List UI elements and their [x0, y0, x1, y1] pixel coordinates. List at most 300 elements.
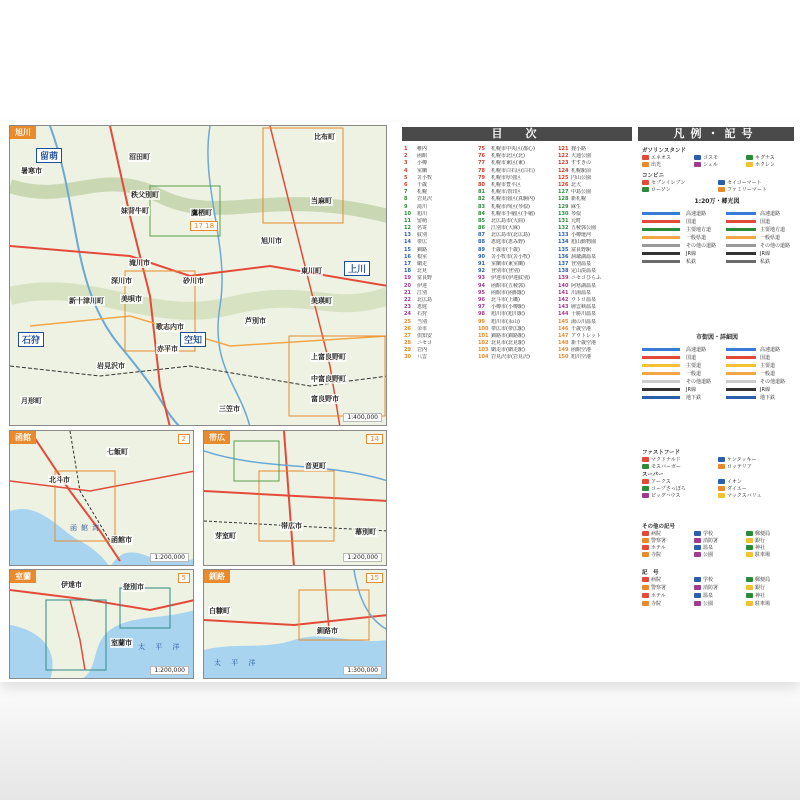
- legend-ff-item: [642, 456, 681, 463]
- page-ref[interactable]: 14: [366, 434, 383, 444]
- toc-page-number: 138: [558, 268, 569, 275]
- city-label: 東川町: [301, 267, 322, 275]
- toc-entry[interactable]: [558, 225, 632, 232]
- toc-page-number: 86: [478, 225, 485, 232]
- toc-entry-label: 旭山動物園: [571, 239, 597, 246]
- toc-entry[interactable]: [404, 311, 476, 318]
- legend-line-sample: [726, 260, 756, 263]
- toc-entry[interactable]: [404, 261, 476, 268]
- toc-entry[interactable]: [478, 153, 556, 160]
- legend-other-item: [642, 551, 661, 558]
- toc-entry-label: 札幌市西区(琴似): [491, 203, 530, 210]
- toc-entry[interactable]: [558, 254, 632, 261]
- legend-swatch-icon: [746, 601, 753, 606]
- legend-symbol-item: [642, 576, 661, 583]
- toc-entry[interactable]: [478, 247, 556, 254]
- legend-line-sample: [726, 372, 756, 375]
- toc-entry[interactable]: [558, 347, 632, 354]
- toc-page-number: 123: [558, 160, 569, 167]
- legend-swatch-icon: [694, 601, 701, 606]
- toc-entry-label: 江別: [417, 289, 428, 296]
- toc-entry[interactable]: [478, 160, 556, 167]
- toc-entry-label: 小樽運河: [571, 232, 592, 239]
- toc-entry-label: 北斗市(上磯): [491, 296, 520, 303]
- toc-entry[interactable]: [404, 189, 476, 196]
- page-ref[interactable]: 5: [178, 573, 190, 583]
- toc-entry[interactable]: [558, 204, 632, 211]
- sea-label: 太 平 洋: [138, 643, 184, 651]
- toc-entry-label: 釧路市(釧路駅): [491, 332, 525, 339]
- toc-entry[interactable]: [404, 340, 476, 347]
- city-label: 三笠市: [219, 405, 240, 413]
- legend-swatch-icon: [718, 479, 725, 484]
- toc-entry[interactable]: [404, 225, 476, 232]
- legend-city-item: 主要道: [686, 363, 702, 369]
- toc-entry[interactable]: [404, 239, 476, 246]
- page-ref[interactable]: 17 18: [190, 221, 218, 231]
- toc-entry[interactable]: [558, 326, 632, 333]
- legend-city-title: 市街図・詳細図: [640, 334, 794, 342]
- toc-entry-label: 恵庭市(恵み野): [491, 239, 525, 246]
- legend-swatch-icon: [694, 162, 701, 167]
- toc-page-number: 149: [558, 347, 569, 354]
- legend-item-label: 郵便局: [755, 531, 771, 537]
- toc-entry[interactable]: [478, 182, 556, 189]
- legend-item-label: ダイエー: [727, 486, 747, 492]
- map-scale: 1:400,000: [343, 413, 382, 422]
- toc-entry[interactable]: [558, 290, 632, 297]
- legend-swatch-icon: [746, 545, 753, 550]
- toc-entry-label: 函館市(五稜郭): [491, 282, 525, 289]
- toc-entry-label: 十勝川温泉: [571, 311, 597, 318]
- toc-entry[interactable]: [404, 175, 476, 182]
- toc-page-number: 126: [558, 181, 569, 188]
- legend-swatch-icon: [746, 531, 753, 536]
- toc-entry-label: 札幌市豊平区: [491, 181, 522, 188]
- toc-entry-label: 函館空港: [571, 347, 592, 354]
- toc-entry[interactable]: [478, 326, 556, 333]
- legend-item-label: キグナス: [755, 155, 775, 161]
- toc-entry-label: 中島公園: [571, 189, 592, 196]
- toc-column-2: [478, 146, 556, 362]
- legend-gas-item: [694, 154, 718, 161]
- toc-entry[interactable]: [558, 160, 632, 167]
- toc-page-number: 25: [404, 318, 411, 325]
- toc-page-number: 121: [558, 146, 569, 152]
- region-label: 空知: [180, 332, 206, 347]
- toc-entry[interactable]: [478, 283, 556, 290]
- legend-conv-item: [718, 179, 762, 186]
- toc-entry[interactable]: [558, 189, 632, 196]
- legend-city-item: JR線: [760, 387, 770, 393]
- toc-entry[interactable]: [558, 196, 632, 203]
- toc-entry[interactable]: [404, 182, 476, 189]
- toc-entry[interactable]: [558, 283, 632, 290]
- toc-page-number: 122: [558, 153, 569, 160]
- legend-item-label: ビッグハウス: [651, 493, 681, 499]
- legend-line-sample: [642, 228, 680, 231]
- legend-swatch-icon: [694, 585, 701, 590]
- toc-entry-label: 稚内: [417, 146, 428, 152]
- toc-entry[interactable]: [478, 211, 556, 218]
- toc-entry[interactable]: [404, 290, 476, 297]
- toc-entry[interactable]: [404, 168, 476, 175]
- legend-item-label: エネオス: [651, 155, 671, 161]
- toc-entry[interactable]: [404, 354, 476, 361]
- legend-other-item: [694, 537, 718, 544]
- legend-swatch-icon: [642, 162, 649, 167]
- legend-item-label: 学校: [703, 577, 714, 583]
- legend-item-label: ロッテリア: [727, 464, 752, 470]
- toc-entry[interactable]: [478, 290, 556, 297]
- toc-entry[interactable]: [558, 146, 632, 153]
- toc-page-number: 75: [478, 146, 485, 152]
- city-label: 伊達市: [61, 581, 82, 589]
- toc-page-number: 129: [558, 203, 569, 210]
- legend-item-label: 銀行: [755, 585, 766, 591]
- legend-city-item: 国道: [760, 355, 771, 361]
- toc-entry-label: 千歳市(千歳): [491, 246, 520, 253]
- toc-entry[interactable]: [558, 175, 632, 182]
- legend-item-label: ケンタッキー: [727, 457, 757, 463]
- toc-entry-label: 定山渓温泉: [571, 268, 597, 275]
- map-obihiro[interactable]: [203, 430, 387, 566]
- toc-entry-label: 札幌市手稲区(手稲): [491, 210, 535, 217]
- toc-entry-label: 余市: [417, 325, 428, 332]
- toc-page-number: 135: [558, 246, 569, 253]
- toc-entry[interactable]: [558, 319, 632, 326]
- toc-entry[interactable]: [478, 196, 556, 203]
- toc-entry[interactable]: [478, 218, 556, 225]
- legend-super-title: スーパー: [642, 472, 664, 478]
- legend-road-item: 主要地方道: [760, 227, 786, 233]
- map-kushiro[interactable]: [203, 569, 387, 679]
- toc-entry[interactable]: [478, 168, 556, 175]
- toc-entry-label: 滝川: [417, 203, 428, 210]
- toc-entry[interactable]: [404, 333, 476, 340]
- toc-entry[interactable]: [478, 204, 556, 211]
- legend-road-item: 私鉄: [686, 259, 697, 265]
- toc-entry[interactable]: [404, 347, 476, 354]
- city-label: 音更町: [305, 462, 326, 470]
- toc-entry[interactable]: [478, 146, 556, 153]
- toc-page-number: 80: [478, 181, 485, 188]
- legend-item-label: 公園: [703, 601, 714, 607]
- toc-entry[interactable]: [558, 239, 632, 246]
- legend-item-label: セイコーマート: [727, 180, 762, 186]
- toc-entry-label: 旭川市(旭川駅): [491, 311, 525, 318]
- toc-entry[interactable]: [558, 261, 632, 268]
- legend-swatch-icon: [718, 486, 725, 491]
- legend-item-label: セブンイレブン: [651, 180, 686, 186]
- legend-item-label: 出光: [651, 162, 662, 168]
- toc-entry-label: 札幌市厚別区: [491, 174, 522, 181]
- legend-conv-item: [718, 186, 767, 193]
- legend-swatch-icon: [642, 601, 649, 606]
- legend-swatch-icon: [718, 464, 725, 469]
- toc-entry[interactable]: [404, 196, 476, 203]
- legend-item-label: コープさっぽろ: [651, 486, 686, 492]
- toc-entry[interactable]: [478, 311, 556, 318]
- toc-entry[interactable]: [478, 232, 556, 239]
- legend-item-label: マクドナルド: [651, 457, 681, 463]
- toc-entry[interactable]: [478, 354, 556, 361]
- legend-line-sample: [642, 260, 680, 263]
- legend-other-item: [746, 537, 765, 544]
- toc-entry-label: 根室: [417, 253, 428, 260]
- legend-swatch-icon: [642, 155, 649, 160]
- toc-page-number: 132: [558, 225, 569, 232]
- toc-entry[interactable]: [558, 211, 632, 218]
- city-label: 芦別市: [245, 317, 266, 325]
- toc-entry-label: 北広島: [417, 296, 433, 303]
- toc-entry[interactable]: [558, 275, 632, 282]
- legend-symbol-item: [694, 584, 718, 591]
- legend-other-item: [746, 530, 770, 537]
- toc-page-number: 14: [404, 239, 411, 246]
- toc-entry[interactable]: [558, 153, 632, 160]
- city-label: 滝川市: [129, 259, 150, 267]
- legend-gas-title: ガソリンスタンド: [642, 148, 686, 154]
- city-label: 秩父別町: [131, 191, 159, 199]
- toc-entry[interactable]: [558, 297, 632, 304]
- toc-entry-label: 五稜郭公園: [571, 225, 597, 232]
- toc-page-number: 20: [404, 282, 411, 289]
- page-ref[interactable]: 15: [366, 573, 383, 583]
- city-label: 岩見沢市: [97, 362, 125, 370]
- toc-entry-label: 千歳: [417, 181, 428, 188]
- legend-symbol-item: [746, 600, 770, 607]
- legend-road-item: 高速道路: [686, 211, 707, 217]
- toc-page-number: 79: [478, 174, 485, 181]
- toc-entry[interactable]: [478, 340, 556, 347]
- toc-entry-label: 麻生: [571, 203, 582, 210]
- toc-entry-label: 岩見沢: [417, 196, 433, 203]
- legend-item-label: 警察署: [651, 585, 667, 591]
- legend-ff-title: ファストフード: [642, 450, 681, 456]
- toc-page-number: 88: [478, 239, 485, 246]
- legend-header: 凡例・記号: [638, 127, 794, 141]
- legend-item-label: 寺院: [651, 552, 662, 558]
- legend-city-item: 高速道路: [686, 347, 707, 353]
- toc-entry-label: 伊達: [417, 282, 428, 289]
- map-hakodate[interactable]: [9, 430, 194, 566]
- city-label: 中富良野町: [311, 375, 346, 383]
- city-label: 釧路市: [317, 627, 338, 635]
- toc-entry[interactable]: [558, 311, 632, 318]
- legend-line-sample: [642, 220, 680, 223]
- toc-page-number: 147: [558, 332, 569, 339]
- toc-entry-label: 札幌市清田区: [491, 189, 522, 196]
- toc-entry[interactable]: [478, 261, 556, 268]
- legend-swatch-icon: [746, 155, 753, 160]
- legend-item-label: コスモ: [703, 155, 719, 161]
- toc-entry-label: 北広島市(北広島): [491, 232, 530, 239]
- legend-swatch-icon: [642, 593, 649, 598]
- toc-entry[interactable]: [404, 283, 476, 290]
- legend-city-item: 国道: [686, 355, 697, 361]
- toc-entry[interactable]: [558, 232, 632, 239]
- toc-page-number: 22: [404, 296, 411, 303]
- toc-entry-label: 苫小牧市(苫小牧): [491, 253, 530, 260]
- toc-entry[interactable]: [404, 211, 476, 218]
- toc-entry[interactable]: [558, 168, 632, 175]
- toc-entry[interactable]: [404, 146, 476, 153]
- toc-page-number: 13: [404, 232, 411, 239]
- toc-page-number: 3: [404, 160, 408, 167]
- toc-entry-label: 湯の川温泉: [571, 318, 597, 325]
- toc-entry-label: 名寄: [417, 225, 428, 232]
- toc-entry[interactable]: [478, 347, 556, 354]
- map-scale: 1:200,000: [343, 553, 382, 562]
- toc-page-number: 8: [404, 196, 408, 203]
- toc-entry[interactable]: [404, 218, 476, 225]
- legend-city-item: JR線: [686, 387, 696, 393]
- legend-city-item: 一般道: [760, 371, 776, 377]
- toc-page-number: 140: [558, 282, 569, 289]
- toc-page-number: 89: [478, 246, 485, 253]
- toc-page-number: 102: [478, 340, 489, 347]
- toc-entry[interactable]: [404, 275, 476, 282]
- legend-swatch-icon: [642, 538, 649, 543]
- toc-entry[interactable]: [558, 218, 632, 225]
- toc-page-number: 5: [404, 174, 408, 181]
- city-label: 美瑛町: [311, 297, 332, 305]
- toc-entry-label: 旭川市(永山): [491, 318, 520, 325]
- sea-label: 函館湾: [70, 524, 103, 532]
- city-label: 妹背牛町: [121, 207, 149, 215]
- legend-city-item: 一般道: [686, 371, 702, 377]
- city-label: 北斗市: [49, 476, 70, 484]
- toc-entry-label: ニセコ: [417, 340, 433, 347]
- toc-entry-label: 八雲: [417, 354, 428, 361]
- legend-swatch-icon: [642, 552, 649, 557]
- toc-entry-label: 札幌市南区(真駒内): [491, 196, 535, 203]
- toc-entry-label: 岩内: [417, 347, 428, 354]
- map-muroran[interactable]: [9, 569, 194, 679]
- toc-entry-label: 帯広市(帯広駅): [491, 325, 525, 332]
- toc-entry[interactable]: [558, 340, 632, 347]
- city-label: 月形町: [21, 397, 42, 405]
- toc-entry[interactable]: [478, 189, 556, 196]
- toc-page-number: 76: [478, 153, 485, 160]
- toc-entry[interactable]: [478, 268, 556, 275]
- legend-gas-item: [642, 161, 661, 168]
- legend-scale-title: 1:20万・郷光図: [640, 198, 794, 206]
- legend-gas-item: [694, 161, 718, 168]
- toc-entry[interactable]: [478, 333, 556, 340]
- toc-page-number: 85: [478, 217, 485, 224]
- legend-symbol-item: [746, 576, 770, 583]
- toc-entry[interactable]: [404, 232, 476, 239]
- toc-entry[interactable]: [558, 247, 632, 254]
- page-ref[interactable]: 2: [178, 434, 190, 444]
- toc-page-number: 134: [558, 239, 569, 246]
- city-label: 白糠町: [209, 607, 230, 615]
- legend-ff-item: [642, 463, 681, 470]
- toc-entry[interactable]: [404, 160, 476, 167]
- city-label: 鷹栖町: [191, 209, 212, 217]
- legend-item-label: 病院: [651, 531, 662, 537]
- legend-item-label: マックスバリュ: [727, 493, 762, 499]
- toc-entry-label: 網走: [417, 261, 428, 267]
- sea-label: 太 平 洋: [214, 659, 260, 667]
- toc-entry-label: 新札幌: [571, 196, 587, 203]
- toc-entry[interactable]: [404, 304, 476, 311]
- toc-page-number: 146: [558, 325, 569, 332]
- toc-entry-label: 円山公園: [571, 174, 592, 181]
- legend-line-sample: [642, 380, 680, 383]
- toc-entry-label: 洞爺湖温泉: [571, 253, 597, 260]
- toc-entry-label: 小樽市(小樽駅): [491, 304, 525, 311]
- legend-line-sample: [642, 356, 680, 359]
- legend-swatch-icon: [746, 577, 753, 582]
- toc-entry[interactable]: [404, 204, 476, 211]
- legend-item-label: 駐車場: [755, 601, 771, 607]
- toc-page-number: 1: [404, 146, 408, 152]
- toc-entry[interactable]: [478, 239, 556, 246]
- toc-page-number: 2: [404, 153, 408, 160]
- toc-entry-label: 留萌: [417, 217, 428, 224]
- legend-item-label: 神社: [755, 545, 766, 551]
- city-label: 砂川市: [183, 277, 204, 285]
- map-obihiro-terrain: [204, 431, 387, 566]
- toc-entry[interactable]: [558, 333, 632, 340]
- toc-entry[interactable]: [404, 247, 476, 254]
- map-asahikawa[interactable]: [9, 125, 387, 426]
- toc-entry[interactable]: [478, 175, 556, 182]
- toc-entry[interactable]: [404, 153, 476, 160]
- toc-entry[interactable]: [558, 182, 632, 189]
- toc-entry[interactable]: [478, 304, 556, 311]
- legend-ff-item: [718, 463, 752, 470]
- toc-entry[interactable]: [558, 304, 632, 311]
- city-label: 新十津川町: [69, 297, 104, 305]
- legend-line-sample: [726, 364, 756, 367]
- legend-road-item: JR線: [760, 251, 770, 257]
- toc-entry[interactable]: [404, 254, 476, 261]
- toc-page-number: 97: [478, 304, 485, 311]
- legend-symbol-item: [642, 600, 661, 607]
- legend-swatch-icon: [642, 457, 649, 462]
- legend-road-item: その他の道路: [686, 243, 717, 249]
- toc-page-number: 130: [558, 210, 569, 217]
- atlas-spread: [0, 122, 800, 682]
- legend-gas-item: [642, 154, 671, 161]
- toc-page-number: 139: [558, 275, 569, 282]
- legend-line-sample: [726, 388, 756, 391]
- toc-entry[interactable]: [558, 268, 632, 275]
- toc-entry[interactable]: [404, 319, 476, 326]
- toc-entry[interactable]: [478, 297, 556, 304]
- city-label: 幕別町: [355, 528, 376, 536]
- legend-city-item: 主要道: [760, 363, 776, 369]
- toc-entry[interactable]: [478, 275, 556, 282]
- toc-entry[interactable]: [558, 354, 632, 361]
- legend-city-item: その他道路: [760, 379, 786, 385]
- toc-entry[interactable]: [404, 326, 476, 333]
- toc-page-number: 145: [558, 318, 569, 325]
- toc-page-number: 95: [478, 289, 485, 296]
- toc-page-number: 24: [404, 311, 411, 318]
- toc-page-number: 91: [478, 261, 485, 267]
- toc-entry[interactable]: [478, 254, 556, 261]
- toc-entry[interactable]: [404, 268, 476, 275]
- toc-entry[interactable]: [478, 225, 556, 232]
- toc-entry[interactable]: [404, 297, 476, 304]
- toc-entry-label: 倶知安: [417, 332, 433, 339]
- toc-entry[interactable]: [478, 319, 556, 326]
